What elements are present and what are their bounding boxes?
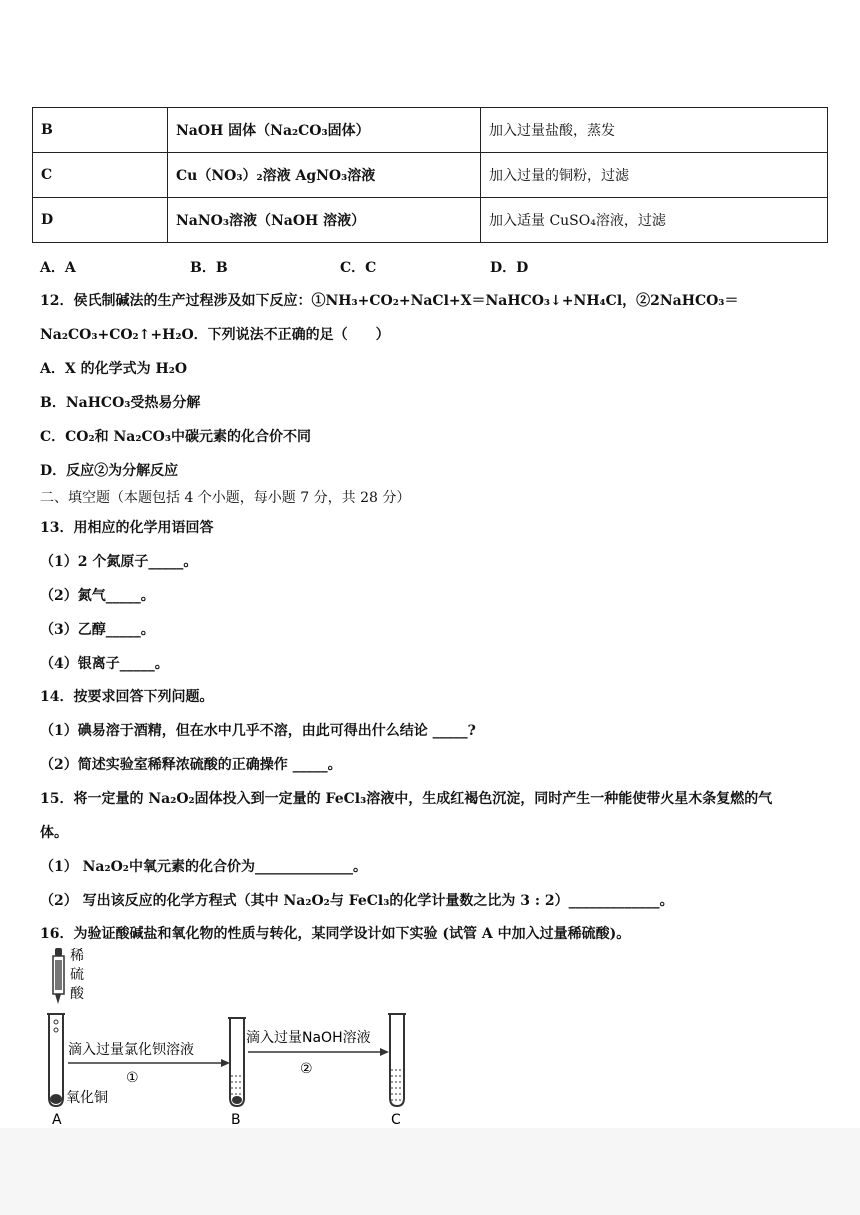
tube-label-a: A: [52, 1112, 62, 1128]
q12-option-b: B．NaHCO₃受热易分解: [40, 395, 201, 411]
section-heading: 二、填空题（本题包括 4 个小题，每小题 7 分，共 28 分）: [40, 490, 411, 506]
q15-stem-cont: 体。: [40, 825, 68, 841]
option-label: C: [33, 153, 168, 198]
q12-option-a: A．X 的化学式为 H₂O: [40, 361, 188, 377]
option-label: B: [33, 108, 168, 153]
q15-item: （2） 写出该反应的化学方程式（其中 Na₂O₂与 FeCl₃的化学计量数之比为 3 : 2）_____________。: [40, 893, 674, 909]
q11-choice-c: C．C: [340, 260, 377, 276]
test-tube-b: [228, 1018, 246, 1106]
dropper-icon: [53, 948, 64, 1004]
table-row: [33, 198, 828, 243]
q14-item: （1）碘易溶于酒精，但在水中几乎不溶，由此可得出什么结论 _____?: [40, 723, 476, 739]
step-2-label: ②: [300, 1061, 313, 1077]
tube-label-c: C: [391, 1112, 401, 1128]
q16-stem: 16．为验证酸碱盐和氧化物的性质与转化，某同学设计如下实验 (试管 A 中加入过量稀硫酸)。: [40, 926, 631, 942]
arrow-2-icon: [248, 1048, 389, 1056]
dropper-label: 酸: [70, 986, 84, 1002]
table-row: [33, 153, 828, 198]
dropper-label: 稀: [70, 948, 84, 964]
q14-item: （2）简述实验室稀释浓硫酸的正确操作 _____。: [40, 757, 342, 773]
method-cell: 加入过量的铜粉，过滤: [481, 153, 828, 198]
options-table: [32, 107, 828, 243]
q13-item: （2）氮气_____。: [40, 588, 155, 604]
reagent-label: 氧化铜: [66, 1090, 108, 1106]
arrow-1-label: 滴入过量氯化钡溶液: [68, 1042, 194, 1058]
method-cell: 加入适量 CuSO₄溶液，过滤: [481, 198, 828, 243]
substance-cell: NaNO₃溶液（NaOH 溶液）: [168, 198, 481, 243]
q11-choice-a: A．A: [40, 260, 76, 276]
q13-stem: 13．用相应的化学用语回答: [40, 520, 214, 536]
test-tube-c: [388, 1014, 406, 1106]
step-1-label: ①: [126, 1070, 139, 1086]
q11-choice-b: B．B: [190, 260, 228, 276]
q14-stem: 14．按要求回答下列问题。: [40, 689, 214, 705]
substance-cell: Cu（NO₃）₂溶液 AgNO₃溶液: [168, 153, 481, 198]
experiment-figure: [38, 946, 438, 1128]
q13-item: （1）2 个氮原子_____。: [40, 554, 198, 570]
q15-stem: 15．将一定量的 Na₂O₂固体投入到一定量的 FeCl₃溶液中，生成红褐色沉淀，同时产生一种能使带火星木条复燃的气: [40, 791, 773, 807]
method-cell: 加入过量盐酸，蒸发: [481, 108, 828, 153]
dropper-label: 硫: [70, 967, 84, 983]
test-tube-a: [47, 1014, 65, 1106]
arrow-2-label: 滴入过量NaOH溶液: [246, 1030, 371, 1046]
q12-stem-cont: Na₂CO₃+CO₂↑+H₂O．下列说法不正确的足（ ）: [40, 327, 390, 343]
arrow-1-icon: [68, 1059, 230, 1067]
table-row: [33, 108, 828, 153]
q13-item: （4）银离子_____。: [40, 656, 169, 672]
q12-stem: 12．侯氏制碱法的生产过程涉及如下反应：①NH₃+CO₂+NaCl+X＝NaHCO₃↓+NH₄Cl，②2NaHCO₃＝: [40, 293, 739, 309]
q12-option-c: C．CO₂和 Na₂CO₃中碳元素的化合价不同: [40, 429, 311, 445]
q11-choice-d: D．D: [490, 260, 529, 276]
page-footer-band: [0, 1128, 860, 1215]
tube-label-b: B: [231, 1112, 241, 1128]
option-label: D: [33, 198, 168, 243]
q13-item: （3）乙醇_____。: [40, 622, 155, 638]
q12-option-d: D．反应②为分解反应: [40, 463, 179, 479]
q15-item: （1） Na₂O₂中氧元素的化合价为______________。: [40, 859, 367, 875]
substance-cell: NaOH 固体（Na₂CO₃固体）: [168, 108, 481, 153]
